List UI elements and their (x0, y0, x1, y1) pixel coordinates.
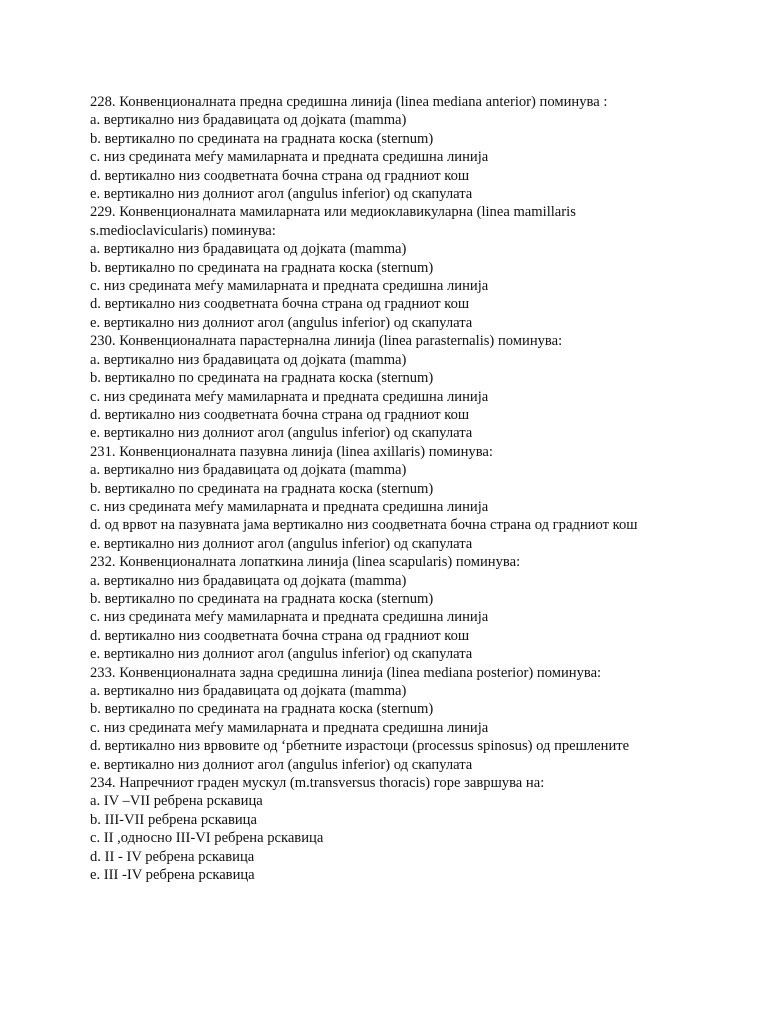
question-text: 228. Конвенционалната предна средишна линија (linea mediana anterior) поминува : (90, 94, 608, 110)
answer-option-e: e. вертикално низ долниот агол (angulus inferior) од скапулата (90, 186, 473, 203)
question-text: 230. Конвенционалната парастернална линија (linea parasternalis) поминува: (90, 333, 563, 350)
answer-option-e: e. вертикално низ долниот агол (angulus inferior) од скапулата (90, 646, 473, 663)
question-text: 232. Конвенционалната лопаткина линија (linea scapularis) поминува: (90, 554, 521, 571)
answer-option-a: a. вертикално низ брадавицата од дојката (mamma) (90, 351, 407, 368)
answer-option-d: d. вертикално низ соодветната бочна страна од градниот кош (90, 167, 470, 184)
answer-option-d: d. вертикално низ соодветната бочна страна од градниот кош (90, 406, 470, 423)
document-body (90, 93, 650, 884)
question-text: 231. Конвенционалната пазувна линија (linea axillaris) поминува: (90, 443, 493, 460)
answer-option-c: c. низ средината меѓу мамиларната и предната средишна линија (90, 719, 489, 736)
question-block (90, 553, 650, 663)
question-block (90, 443, 650, 553)
answer-option-b: b. вертикално по средината на градната коска (sternum) (90, 701, 434, 718)
question-block (90, 664, 650, 774)
answer-option-c: c. низ средината меѓу мамиларната и предната средишна линија (90, 149, 489, 166)
answer-option-a: a. вертикално низ брадавицата од дојката (mamma) (90, 683, 407, 699)
question-block (90, 774, 650, 884)
answer-option-e: e. III -IV ребрена рскавица (90, 867, 255, 884)
question-block (90, 203, 650, 332)
answer-option-b: b. вертикално по средината на градната коска (sternum) (90, 259, 434, 276)
answer-option-b: b. вертикално по средината на градната коска (sternum) (90, 130, 434, 147)
answer-option-a: a. вертикално низ брадавицата од дојката (mamma) (90, 462, 407, 479)
answer-option-b: b. вертикално по средината на градната коска (sternum) (90, 480, 434, 497)
question-block (90, 93, 650, 203)
answer-option-e: e. вертикално низ долниот агол (angulus inferior) од скапулата (90, 425, 473, 442)
answer-option-d: d. вертикално низ соодветната бочна страна од градниот кош (90, 627, 470, 644)
answer-option-d: d. вертикално низ соодветната бочна страна од градниот кош (90, 296, 470, 313)
answer-option-b: b. вертикално по средината на градната коска (sternum) (90, 370, 434, 387)
answer-option-c: c. низ средината меѓу мамиларната и предната средишна линија (90, 609, 489, 626)
answer-option-e: e. вертикално низ долниот агол (angulus inferior) од скапулата (90, 314, 473, 331)
answer-option-c: c. низ средината меѓу мамиларната и предната средишна линија (90, 388, 489, 405)
answer-option-e: e. вертикално низ долниот агол (angulus inferior) од скапулата (90, 756, 473, 773)
answer-option-b: b. III-VII ребрена рскавица (90, 811, 257, 828)
answer-option-a: a. вертикално низ брадавицата од дојката (mamma) (90, 241, 407, 258)
answer-option-c: c. низ средината меѓу мамиларната и предната средишна линија (90, 498, 489, 515)
answer-option-d: d. од врвот на пазувната јама вертикално низ соодветната бочна страна од градниот кош (90, 517, 638, 534)
answer-option-c: c. низ средината меѓу мамиларната и предната средишна линија (90, 278, 489, 295)
question-block (90, 332, 650, 442)
answer-option-a: a. вертикално низ брадавицата од дојката (mamma) (90, 572, 407, 589)
question-text: 229. Конвенционалната мамиларната или медиоклавикуларна (linea mamillaris s.medioclavicularis) поминува: (90, 204, 576, 239)
question-text: 234. Напречниот граден мускул (m.transversus thoracis) горе завршува на: (90, 775, 545, 792)
answer-option-d: d. II - IV ребрена рскавица (90, 848, 255, 865)
answer-option-e: e. вертикално низ долниот агол (angulus inferior) од скапулата (90, 535, 473, 552)
question-text: 233. Конвенционалната задна средишна линија (linea mediana posterior) поминува: (90, 664, 602, 681)
answer-option-b: b. вертикално по средината на градната коска (sternum) (90, 590, 434, 607)
answer-option-a: a. вертикално низ брадавицата од дојката (mamma) (90, 112, 407, 129)
answer-option-d: d. вертикално низ врвовите од ‘рбетните израстоци (processus spinosus) од прешлените (90, 738, 630, 755)
answer-option-c: c. II ,односно III-VI ребрена рскавица (90, 830, 324, 847)
answer-option-a: a. IV –VII ребрена рскавица (90, 793, 263, 810)
